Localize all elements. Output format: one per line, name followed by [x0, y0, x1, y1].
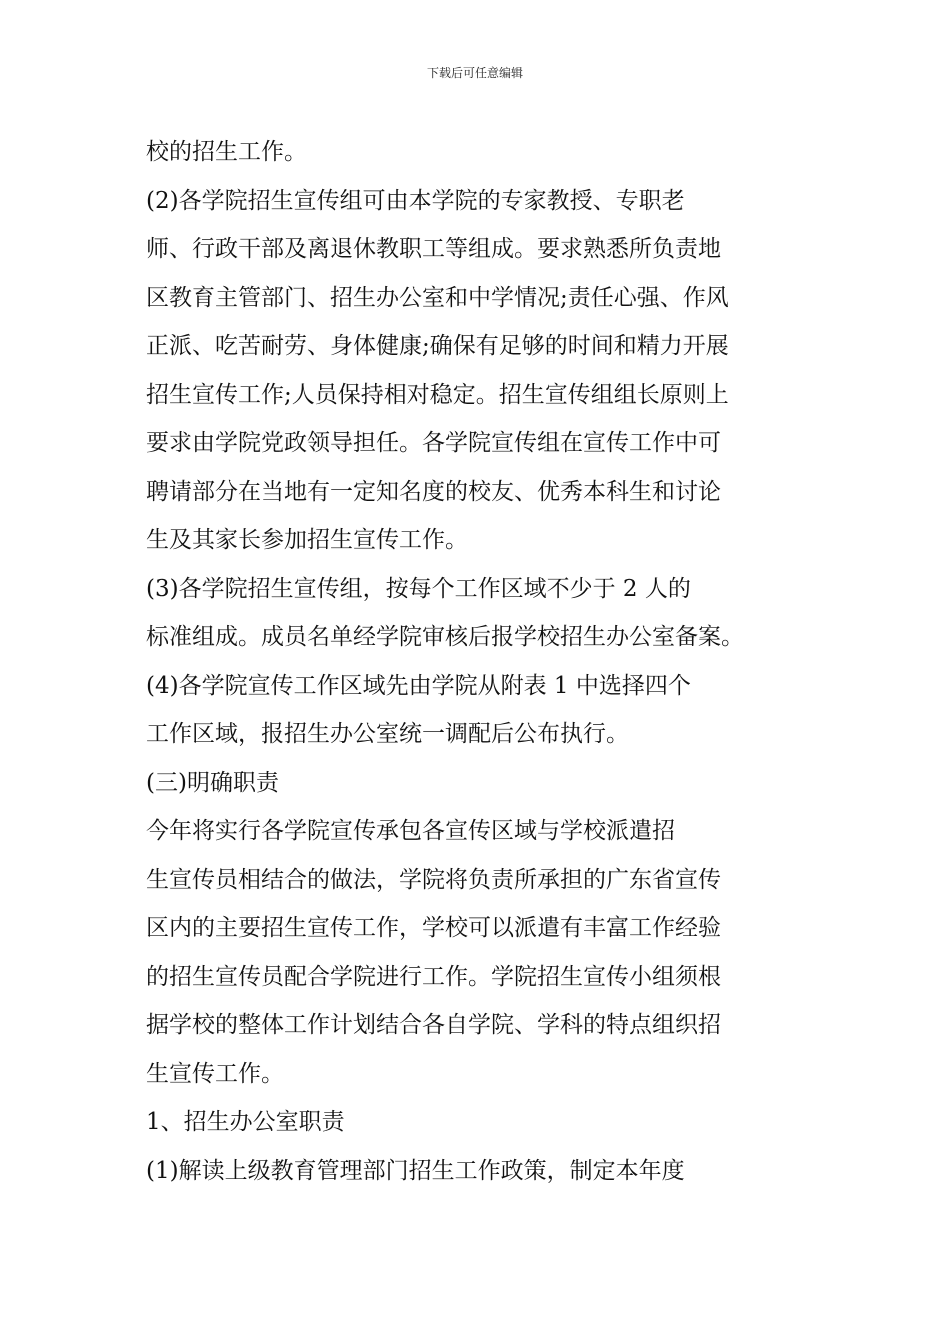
text-line: (2)各学院招生宣传组可由本学院的专家教授、专职老 [146, 187, 685, 214]
text-line: 据学校的整体工作计划结合各自学院、学科的特点组织招 [146, 1012, 721, 1038]
text-line: 生宣传员相结合的做法，学院将负责所承担的广东省宣传 [146, 866, 721, 893]
text-line: (4)各学院宣传工作区域先由学院从附表 1 中选择四个 [146, 672, 691, 699]
text-line: 工作区域，报招生办公室统一调配后公布执行。 [146, 721, 629, 747]
text-line: 区教育主管部门、招生办公室和中学情况;责任心强、作风 [146, 284, 729, 311]
text-line: 生宣传工作。 [146, 1060, 284, 1087]
text-line: 区内的主要招生宣传工作，学校可以派遣有丰富工作经验 [146, 915, 721, 941]
text-line: 要求由学院党政领导担任。各学院宣传组在宣传工作中可 [146, 430, 721, 456]
text-line: (1)解读上级教育管理部门招生工作政策，制定本年度 [146, 1157, 685, 1184]
text-line: 招生宣传工作;人员保持相对稳定。招生宣传组组长原则上 [146, 381, 729, 408]
text-line: 师、行政干部及离退休教职工等组成。要求熟悉所负责地 [146, 236, 721, 262]
page-header: 下载后可任意编辑 [426, 66, 523, 80]
text-line: 聘请部分在当地有一定知名度的校友、优秀本科生和讨论 [146, 478, 721, 505]
text-line: (3)各学院招生宣传组，按每个工作区域不少于 2 人的 [146, 575, 691, 602]
text-line: (三)明确职责 [146, 769, 279, 796]
text-line: 今年将实行各学院宣传承包各宣传区域与学校派遣招 [146, 818, 675, 844]
text-line: 生及其家长参加招生宣传工作。 [146, 527, 468, 553]
text-line: 1、招生办公室职责 [146, 1109, 345, 1135]
text-line: 校的招生工作。 [146, 139, 307, 165]
text-line: 正派、吃苦耐劳、身体健康;确保有足够的时间和精力开展 [146, 333, 729, 359]
text-line: 的招生宣传员配合学院进行工作。学院招生宣传小组须根 [146, 963, 721, 990]
document-body [146, 128, 810, 1195]
text-line: 标准组成。成员名单经学院审核后报学校招生办公室备案。 [146, 624, 744, 650]
